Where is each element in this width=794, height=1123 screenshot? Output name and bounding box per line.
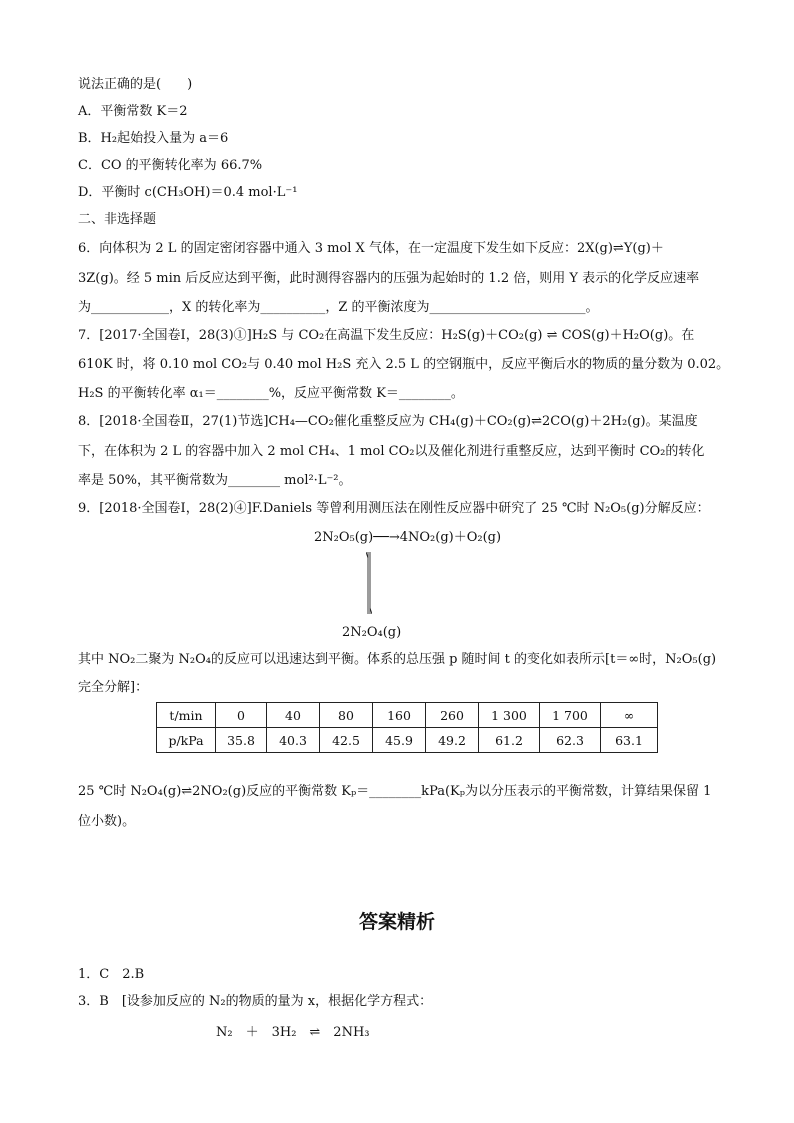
table-cell: 40.3: [267, 728, 320, 753]
answer-line-2: 3．B [设参加反应的 N₂的物质的量为 x，根据化学方程式：: [78, 994, 433, 1009]
answer-line-1: 1．C 2.B: [78, 967, 145, 982]
table-cell: 80: [320, 703, 373, 728]
table-cell: 49.2: [426, 728, 479, 753]
question-8-line-1: 8．[2018·全国卷Ⅱ，27(1)节选]CH₄—CO₂催化重整反应为 CH₄(g)＋CO₂(g)⇌2CO(g)＋2H₂(g)。某温度: [78, 414, 698, 429]
question-8-line-2: 下，在体积为 2 L 的容器中加入 2 mol CH₄、1 mol CO₂以及催化剂进行重整反应，达到平衡时 CO₂的转化: [78, 444, 705, 459]
table-cell: 160: [373, 703, 426, 728]
table-cell: 45.9: [373, 728, 426, 753]
question-6-line-1: 6．向体积为 2 L 的固定密闭容器中通入 3 mol X 气体，在一定温度下发生如下反应：2X(g)⇌Y(g)＋: [78, 241, 664, 256]
question-9-line-2: 其中 NO₂二聚为 N₂O₄的反应可以迅速达到平衡。体系的总压强 p 随时间 t 的变化如表所示[t＝∞时，N₂O₅(g): [78, 652, 717, 667]
question-stem-line: 说法正确的是( ): [78, 77, 193, 92]
equilibrium-arrows-icon: [366, 552, 372, 614]
table-cell: 61.2: [479, 728, 540, 753]
question-7-line-3: H₂S 的平衡转化率 α₁＝________%，反应平衡常数 K＝________。: [78, 386, 464, 401]
answer-equation: N₂ ＋ 3H₂ ⇌ 2NH₃: [216, 1025, 370, 1040]
section-heading: 二、非选择题: [78, 212, 157, 227]
question-7-line-2: 610K 时，将 0.10 mol CO₂与 0.40 mol H₂S 充入 2.5 L 的空钢瓶中，反应平衡后水的物质的量分数为 0.02。: [78, 357, 730, 372]
pressure-time-table: [156, 702, 658, 753]
table-cell: 42.5: [320, 728, 373, 753]
table-cell: 260: [426, 703, 479, 728]
table-row: [157, 703, 658, 728]
table-cell: 1 700: [540, 703, 601, 728]
reaction-equation-top: 2N₂O₅(g)──→4NO₂(g)＋O₂(g): [314, 530, 502, 545]
table-cell: 1 300: [479, 703, 540, 728]
question-9-line-1: 9．[2018·全国卷Ⅰ，28(2)④]F.Daniels 等曾利用测压法在刚性反应器中研究了 25 ℃时 N₂O₅(g)分解反应：: [78, 501, 710, 516]
answer-section-title: 答案精析: [358, 911, 435, 933]
table-cell: 62.3: [540, 728, 601, 753]
table-cell: ∞: [601, 703, 658, 728]
table-header-cell: p/kPa: [157, 728, 216, 753]
question-7-line-1: 7．[2017·全国卷Ⅰ，28(3)①]H₂S 与 CO₂在高温下发生反应：H₂S(g)＋CO₂(g) ⇌ COS(g)＋H₂O(g)。在: [78, 328, 695, 343]
kp-question-line-1: 25 ℃时 N₂O₄(g)⇌2NO₂(g)反应的平衡常数 Kₚ＝________kPa(Kₚ为以分压表示的平衡常数，计算结果保留 1: [78, 784, 712, 799]
table-row: [157, 728, 658, 753]
question-9-line-3: 完全分解]：: [78, 680, 149, 695]
table-cell: 63.1: [601, 728, 658, 753]
reaction-equation-bottom: 2N₂O₄(g): [342, 625, 402, 640]
table-cell: 0: [216, 703, 267, 728]
option-c: C．CO 的平衡转化率为 66.7%: [78, 158, 263, 173]
option-b: B．H₂起始投入量为 a＝6: [78, 131, 229, 146]
option-d: D．平衡时 c(CH₃OH)＝0.4 mol·L⁻¹: [78, 185, 298, 200]
option-a: A．平衡常数 K＝2: [78, 104, 188, 119]
kp-question-line-2: 位小数)。: [78, 814, 136, 829]
question-8-line-3: 率是 50%，其平衡常数为________ mol²·L⁻²。: [78, 473, 352, 488]
table-cell: 35.8: [216, 728, 267, 753]
table-cell: 40: [267, 703, 320, 728]
table-header-cell: t/min: [157, 703, 216, 728]
question-6-line-3: 为____________，X 的转化率为__________，Z 的平衡浓度为________________________。: [78, 300, 599, 315]
question-6-line-2: 3Z(g)。经 5 min 后反应达到平衡，此时测得容器内的压强为起始时的 1.2 倍，则用 Y 表示的化学反应速率: [78, 271, 700, 286]
